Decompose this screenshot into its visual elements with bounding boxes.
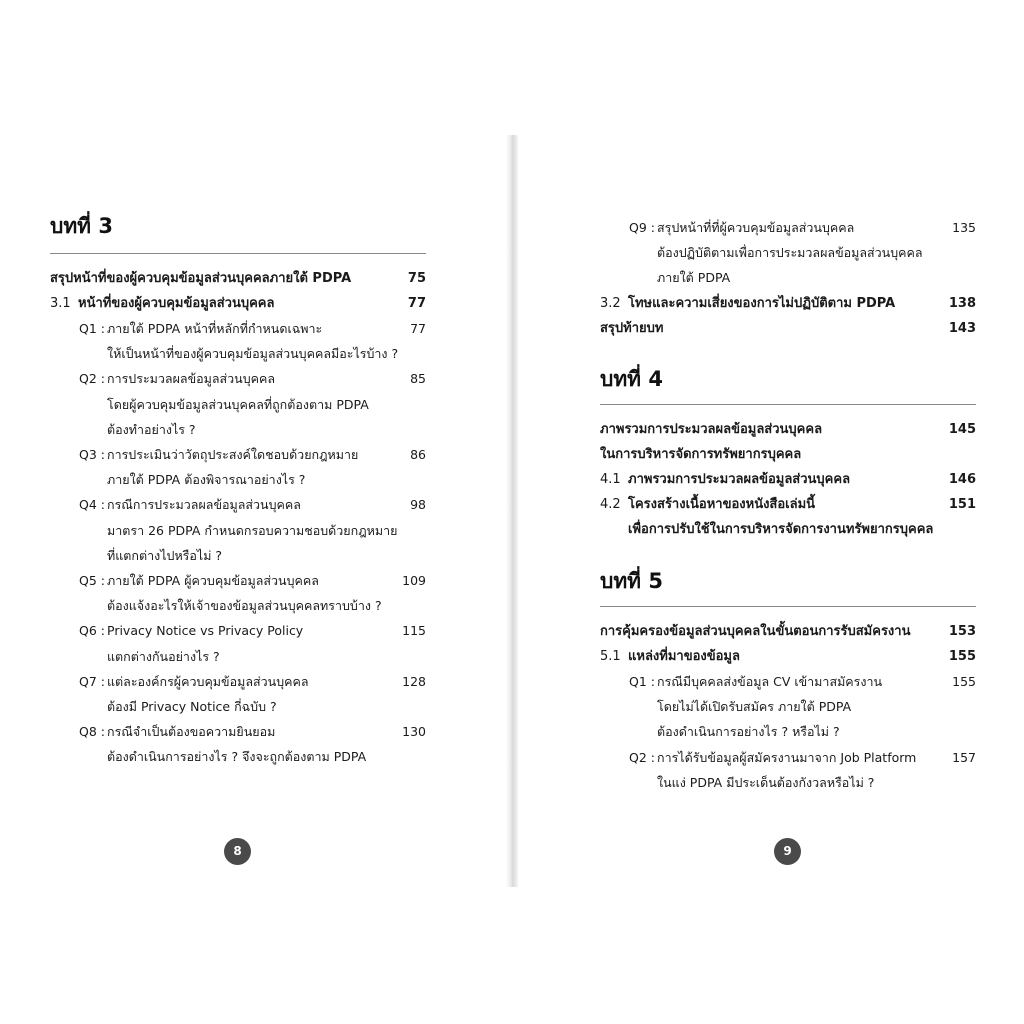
chapter-4-heading-line-2: ในการบริหารจัดการทรัพยากรบุคคล [600, 447, 802, 462]
section-5-1-number: 5.1 [600, 649, 621, 664]
summary-page: 143 [948, 321, 976, 336]
page-number-9: 9 [774, 838, 801, 865]
section-3-2-page: 138 [948, 296, 976, 311]
section-3-1-title: หน้าที่ของผู้ควบคุมข้อมูลส่วนบุคคล [78, 296, 275, 311]
question-text-line: การประเมินว่าวัตถุประสงค์ใดชอบด้วยกฎหมาย [107, 447, 359, 462]
section-5-1-title: แหล่งที่มาของข้อมูล [628, 649, 740, 664]
question-page: 77 [410, 321, 426, 336]
question-text-line: การประมวลผลข้อมูลส่วนบุคคล [107, 371, 276, 387]
section-4-1-number: 4.1 [600, 472, 621, 487]
chapter-4-heading-line-1: ภาพรวมการประมวลผลข้อมูลส่วนบุคคล [600, 422, 823, 437]
section-3-2-title: โทษและความเสี่ยงของการไม่ปฏิบัติตาม PDPA [628, 296, 896, 311]
question-text-line: สรุปหน้าที่ที่ผู้ควบคุมข้อมูลส่วนบุคคล [657, 220, 855, 235]
question-text-line: ให้เป็นหน้าที่ของผู้ควบคุมข้อมูลส่วนบุคคลมีอะไรบ้าง ? [107, 346, 399, 362]
chapter-4-rule [600, 404, 976, 405]
section-3-2-number: 3.2 [600, 296, 621, 311]
question-label: Q1 : [79, 321, 105, 336]
section-4-2-number: 4.2 [600, 497, 621, 512]
chapter-5-rule [600, 606, 976, 607]
section-4-2-page: 151 [948, 497, 976, 512]
question-page: 157 [952, 749, 976, 765]
question-text-line: โดยไม่ได้เปิดรับสมัคร ภายใต้ PDPA [657, 699, 852, 715]
question-label: Q5 : [79, 573, 105, 588]
question-label: Q2 : [629, 749, 655, 765]
question-label: Q7 : [79, 673, 105, 689]
section-3-1-number: 3.1 [50, 296, 71, 311]
question-label: Q9 : [629, 220, 655, 235]
chapter-3-rule [50, 253, 426, 254]
question-page: 130 [402, 724, 426, 740]
question-text-line: ต้องดำเนินการอย่างไร ? หรือไม่ ? [657, 724, 840, 740]
question-text-line: มาตรา 26 PDPA กำหนดกรอบความชอบด้วยกฎหมาย [107, 522, 398, 538]
question-page: 109 [402, 573, 426, 588]
question-page: 135 [952, 220, 976, 235]
section-4-2-title-line-1: โครงสร้างเนื้อหาของหนังสือเล่มนี้ [628, 497, 816, 512]
question-text-line: ภายใต้ PDPA [657, 270, 731, 285]
question-text-line: ที่แตกต่างไปหรือไม่ ? [107, 547, 223, 563]
section-5-1-page: 155 [948, 649, 976, 664]
question-text-line: ต้องดำเนินการอย่างไร ? จึงจะถูกต้องตาม PDPA [107, 749, 367, 765]
question-page: 128 [402, 673, 426, 689]
question-page: 155 [952, 674, 976, 689]
page-number-8: 8 [224, 838, 251, 865]
chapter-4-title: บทที่ 4 [600, 367, 663, 391]
question-label: Q4 : [79, 497, 105, 513]
question-page: 98 [410, 497, 426, 513]
section-4-1-title: ภาพรวมการประมวลผลข้อมูลส่วนบุคคล [628, 472, 851, 487]
question-label: Q3 : [79, 447, 105, 462]
chapter-5-heading: การคุ้มครองข้อมูลส่วนบุคคลในขั้นตอนการรับสมัครงาน [600, 624, 911, 639]
question-text-line: ภายใต้ PDPA ผู้ควบคุมข้อมูลส่วนบุคคล [107, 573, 319, 588]
summary-title: สรุปท้ายบท [600, 321, 664, 336]
question-text-line: ต้องปฏิบัติตามเพื่อการประมวลผลข้อมูลส่วนบุคคล [657, 245, 923, 260]
chapter-4-heading-page: 145 [948, 422, 976, 437]
chapter-3-heading: สรุปหน้าที่ของผู้ควบคุมข้อมูลส่วนบุคคลภายใต้ PDPA [50, 271, 352, 286]
question-text-line: กรณีมีบุคคลส่งข้อมูล CV เข้ามาสมัครงาน [657, 674, 883, 689]
question-text-line: กรณีจำเป็นต้องขอความยินยอม [107, 724, 276, 740]
question-page: 85 [410, 371, 426, 387]
right-page [518, 0, 1024, 1024]
question-label: Q1 : [629, 674, 655, 689]
question-text-line: โดยผู้ควบคุมข้อมูลส่วนบุคคลที่ถูกต้องตาม PDPA [107, 396, 369, 412]
section-4-1-page: 146 [948, 472, 976, 487]
question-text-line: ต้องมี Privacy Notice กี่ฉบับ ? [107, 699, 277, 714]
question-text-line: การได้รับข้อมูลผู้สมัครงานมาจาก Job Platform [657, 749, 917, 765]
book-gutter [506, 135, 518, 887]
question-text-line: ต้องแจ้งอะไรให้เจ้าของข้อมูลส่วนบุคคลทราบบ้าง ? [107, 598, 382, 614]
question-text-line: ภายใต้ PDPA หน้าที่หลักที่กำหนดเฉพาะ [107, 321, 323, 336]
question-label: Q6 : [79, 623, 105, 639]
question-text-line: กรณีการประมวลผลข้อมูลส่วนบุคคล [107, 497, 301, 513]
question-text-line: Privacy Notice vs Privacy Policy [107, 623, 304, 639]
question-text-line: ต้องทำอย่างไร ? [107, 421, 196, 437]
chapter-5-title: บทที่ 5 [600, 569, 663, 593]
section-4-2-title-line-2: เพื่อการปรับใช้ในการบริหารจัดการงานทรัพยากรบุคคล [628, 522, 934, 537]
section-3-1-page: 77 [407, 296, 426, 311]
question-label: Q2 : [79, 371, 105, 387]
question-text-line: แต่ละองค์กรผู้ควบคุมข้อมูลส่วนบุคคล [107, 673, 309, 689]
left-page [0, 0, 506, 1024]
question-page: 86 [410, 447, 426, 462]
chapter-3-title: บทที่ 3 [50, 214, 113, 238]
question-label: Q8 : [79, 724, 105, 740]
chapter-3-heading-page: 75 [407, 271, 426, 286]
question-text-line: ในแง่ PDPA มีประเด็นต้องกังวลหรือไม่ ? [657, 774, 875, 790]
question-page: 115 [402, 623, 426, 639]
question-text-line: แตกต่างกันอย่างไร ? [107, 648, 220, 664]
question-text-line: ภายใต้ PDPA ต้องพิจารณาอย่างไร ? [107, 472, 306, 488]
chapter-5-heading-page: 153 [948, 624, 976, 639]
